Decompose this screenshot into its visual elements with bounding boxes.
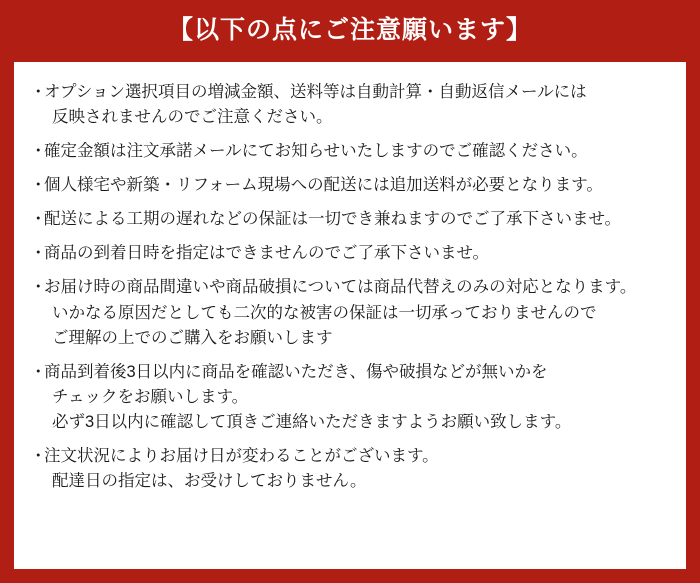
notice-item xyxy=(30,444,670,494)
notice-item xyxy=(30,80,670,130)
notice-item xyxy=(30,173,670,198)
notice-line-text: 配送による工期の遅れなどの保証は一切でき兼ねますのでご了承下さいませ。 xyxy=(44,210,622,229)
notice-line-primary xyxy=(30,80,670,105)
notice-title: 【以下の点にご注意願います】 xyxy=(167,16,532,44)
notice-line-text: 注文状況によりお届け日が変わることがございます。 xyxy=(44,446,439,465)
bullet-icon: ・ xyxy=(30,142,47,161)
bullet-icon: ・ xyxy=(30,83,47,101)
bullet-icon: ・ xyxy=(30,278,47,297)
notice-line-text: 必ず3日以内に確認して頂きご連絡いただきますようお願い致します。 xyxy=(52,412,572,431)
bullet-icon: ・ xyxy=(30,446,47,465)
notice-line-primary xyxy=(30,360,670,385)
notice-line-continuation xyxy=(30,410,670,435)
notice-line-text: オプション選択項目の増減金額、送料等は自動計算・自動返信メールには xyxy=(44,83,587,101)
notice-line-continuation xyxy=(30,469,670,494)
notice-item xyxy=(30,139,670,164)
notice-line-primary xyxy=(30,173,670,198)
notice-line-text: 商品の到着日時を指定はできませんのでご了承下さいませ。 xyxy=(44,244,490,263)
bullet-icon: ・ xyxy=(30,244,47,263)
notice-body xyxy=(14,62,686,569)
notice-line-primary xyxy=(30,275,670,300)
notice-line-text: 反映されませんのでご注意ください。 xyxy=(52,108,333,127)
notice-item xyxy=(30,275,670,350)
notice-line-text: お届け時の商品間違いや商品破損については商品代替えのみの対応となります。 xyxy=(44,278,637,297)
notice-list xyxy=(30,80,670,494)
notice-line-continuation xyxy=(30,301,670,326)
notice-line-primary xyxy=(30,207,670,232)
notice-line-text: 配達日の指定は、お受けしておりません。 xyxy=(52,472,367,491)
notice-line-primary xyxy=(30,139,670,164)
bullet-icon: ・ xyxy=(30,210,47,229)
notice-line-continuation xyxy=(30,105,670,130)
notice-line-primary xyxy=(30,444,670,469)
bullet-icon: ・ xyxy=(30,362,47,381)
notice-item xyxy=(30,360,670,435)
bullet-icon: ・ xyxy=(30,176,47,195)
notice-line-continuation xyxy=(30,326,670,351)
notice-item xyxy=(30,241,670,266)
notice-line-text: 個人様宅や新築・リフォーム現場への配送には追加送料が必要となります。 xyxy=(44,176,603,195)
notice-line-primary xyxy=(30,241,670,266)
notice-line-text: チェックをお願いします。 xyxy=(52,387,249,406)
notice-item xyxy=(30,207,670,232)
notice-line-text: 商品到着後3日以内に商品を確認いただき、傷や破損などが無いかを xyxy=(44,362,548,381)
notice-line-text: ご理解の上でのご購入をお願いします xyxy=(52,328,333,347)
notice-line-text: いかなる原因だとしても二次的な被害の保証は一切承っておりませんので xyxy=(52,303,597,322)
notice-line-text: 確定金額は注文承諾メールにてお知らせいたしますのでご確認ください。 xyxy=(44,142,588,161)
notice-line-continuation xyxy=(30,385,670,410)
